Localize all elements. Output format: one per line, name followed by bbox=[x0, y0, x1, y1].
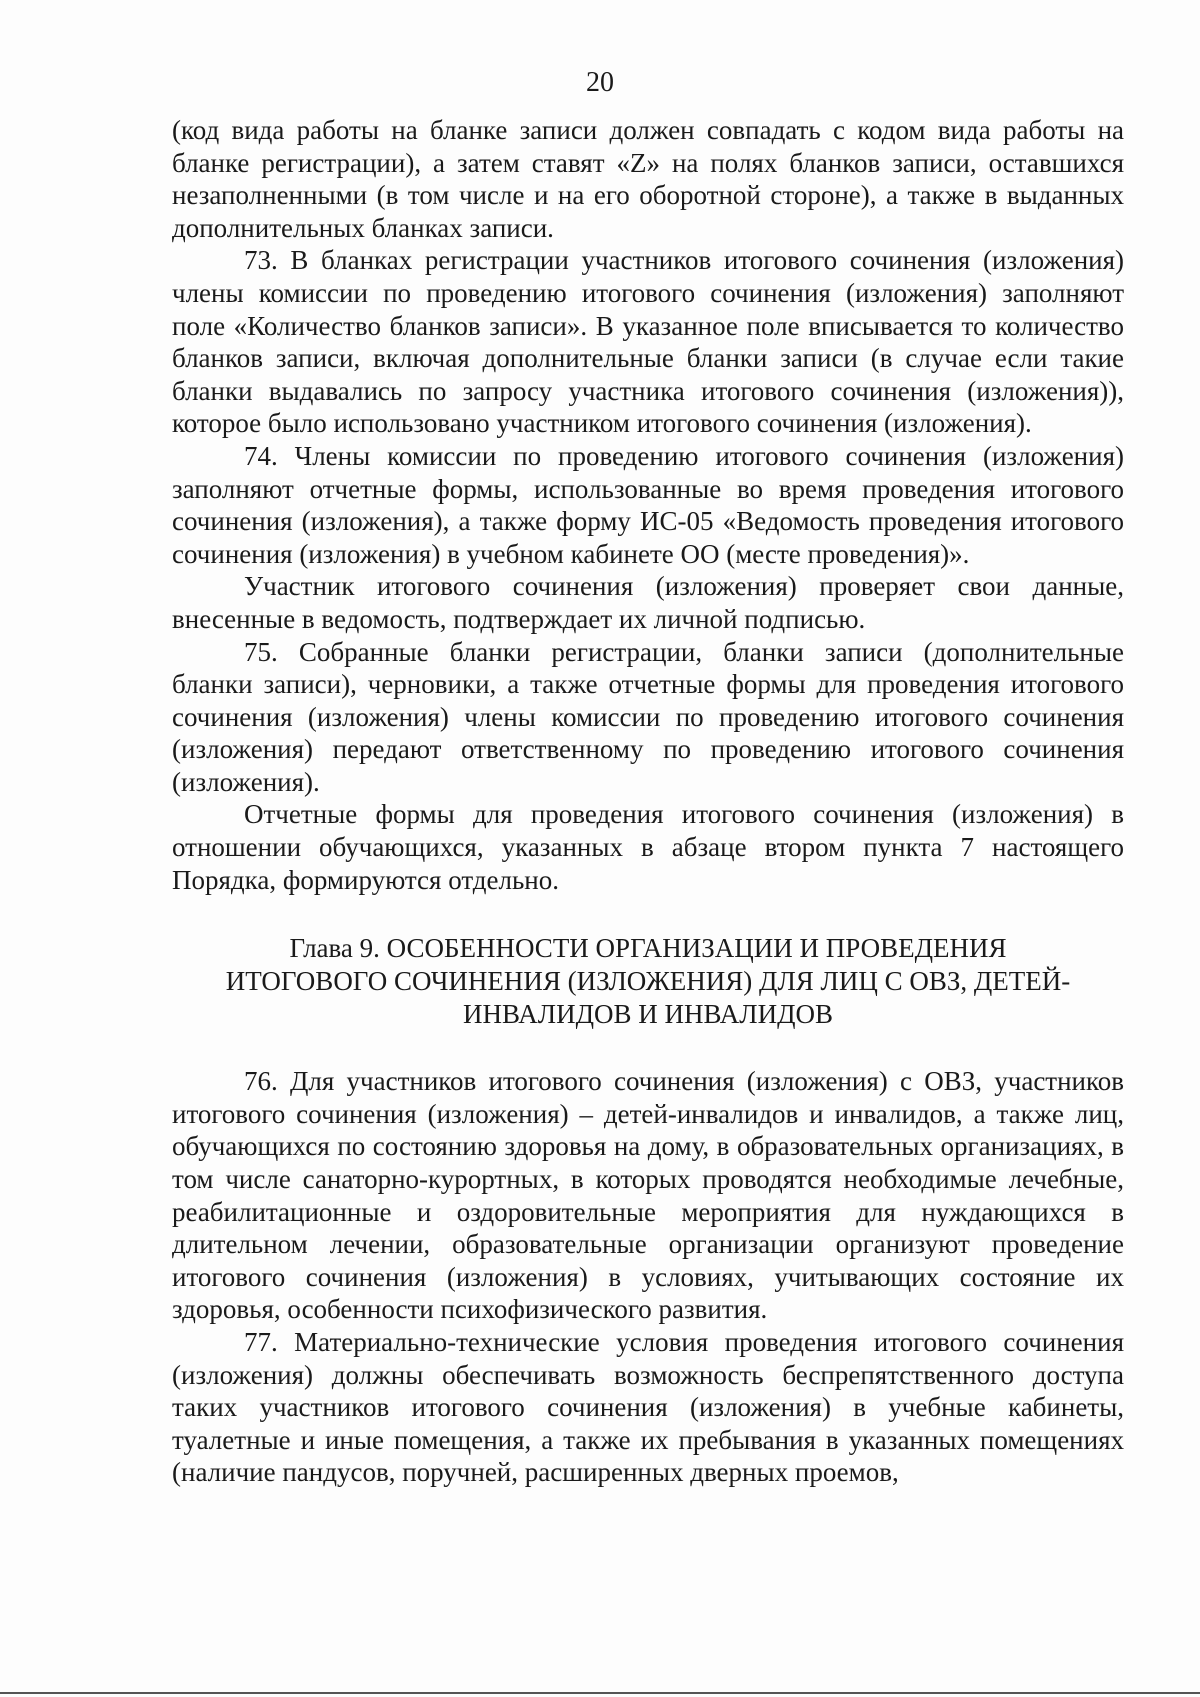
paragraph-75: 75. Собранные бланки регистрации, бланки записи (дополнительные бланки записи), черновики, а также отчетные формы для проведения итогового сочинения (изложения) члены комиссии по проведению итогового сочинения (изложения) передают ответственному по проведению итогового сочинения (изложения). bbox=[172, 636, 1124, 797]
paragraph-74: 74. Члены комиссии по проведению итогового сочинения (изложения) заполняют отчетные формы, использованные во время проведения итогового сочинения (изложения), а также форму ИС-05 «Ведомость проведения итогового сочинения (изложения) в учебном кабинете ОО (месте проведения)». bbox=[172, 440, 1124, 569]
document-body bbox=[172, 114, 1124, 1489]
scan-bottom-edge bbox=[0, 1692, 1200, 1694]
chapter-title: Глава 9. ОСОБЕННОСТИ ОРГАНИЗАЦИИ И ПРОВЕДЕНИЯ ИТОГОВОГО СОЧИНЕНИЯ (ИЗЛОЖЕНИЯ) ДЛЯ ЛИЦ С ОВЗ, ДЕТЕЙ-ИНВАЛИДОВ И ИНВАЛИДОВ bbox=[225, 933, 1071, 1030]
paragraph-77: 77. Материально-технические условия проведения итогового сочинения (изложения) должны обеспечивать возможность беспрепятственного доступа таких участников итогового сочинения (изложения) в учебные кабинеты, туалетные и иные помещения, а также их пребывания в указанных помещениях (наличие пандусов, поручней, расширенных дверных проемов, bbox=[172, 1327, 1124, 1488]
page-number: 20 bbox=[586, 67, 614, 98]
paragraph-75-forms: Отчетные формы для проведения итогового сочинения (изложения) в отношении обучающихся, указанных в абзаце втором пункта 7 настоящего Порядка, формируются отдельно. bbox=[172, 799, 1124, 895]
paragraph-74-participant: Участник итогового сочинения (изложения) проверяет свои данные, внесенные в ведомость, подтверждает их личной подписью. bbox=[172, 571, 1124, 634]
paragraph-continuation: (код вида работы на бланке записи должен совпадать с кодом вида работы на бланке регистрации), а затем ставят «Z» на полях бланков записи, оставшихся незаполненными (в том числе и на его оборотной стороне), а также в выданных дополнительных бланках записи. bbox=[172, 115, 1124, 243]
paragraph-76: 76. Для участников итогового сочинения (изложения) с ОВЗ, участников итогового сочинения (изложения) – детей-инвалидов и инвалидов, а также лиц, обучающихся по состоянию здоровья на дому, в образовательных организациях, в том числе санаторно-курортных, в которых проводятся необходимые лечебные, реабилитационные и оздоровительные мероприятия для нуждающихся в длительном лечении, образовательные организации организуют проведение итогового сочинения (изложения) в условиях, учитывающих состояние их здоровья, особенности психофизического развития. bbox=[172, 1066, 1124, 1325]
paragraph-73: 73. В бланках регистрации участников итогового сочинения (изложения) члены комиссии по проведению итогового сочинения (изложения) заполняют поле «Количество бланков записи». В указанное поле вписывается то количество бланков записи, включая дополнительные бланки записи (в случае если такие бланки выдавались по запросу участника итогового сочинения (изложения)), которое было использовано участником итогового сочинения (изложения). bbox=[172, 245, 1124, 439]
